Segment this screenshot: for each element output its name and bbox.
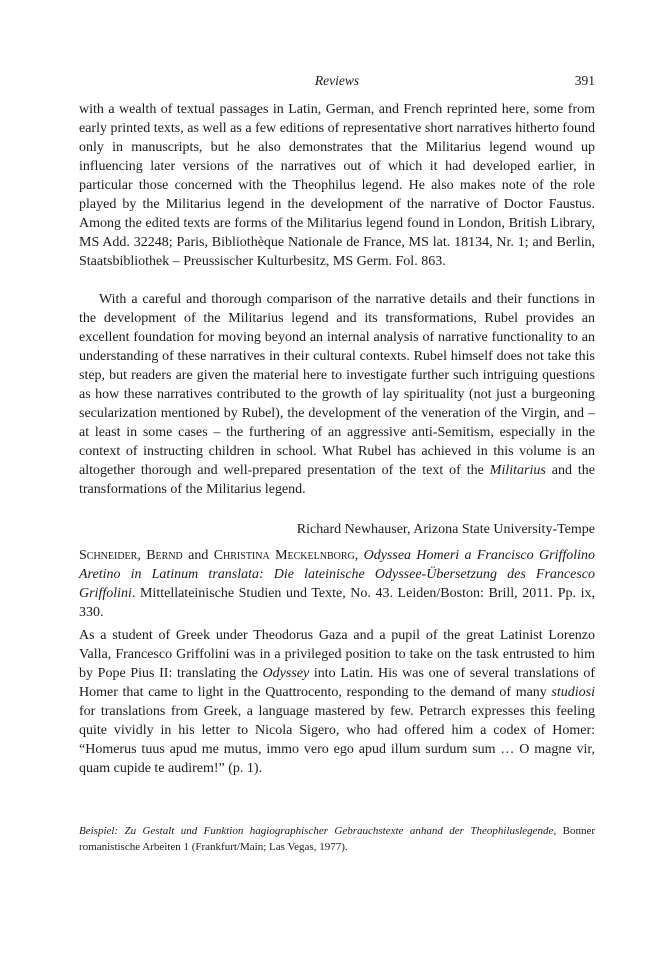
- paragraph-text: and the transformations of the Militarius legend.: [79, 463, 595, 497]
- italic-title: Odyssey: [262, 666, 310, 681]
- paragraph-text: for translations from Greek, a language mastered by few. Petrarch expresses this feeling quite vividly in his letter to Nicola Sigero, who had offered him a codex of Homer: “Homerus tuus apud me mutus, immo vero ego apud illum surdum sum … O magne vir, quam cupide te audirem!” (p. 1).: [79, 704, 595, 776]
- review-paragraph-2: [79, 290, 595, 499]
- author-1-surname: Schneider: [79, 548, 138, 563]
- page-number: 391: [574, 73, 595, 88]
- footnote-title: Beispiel: Zu Gestalt und Funktion hagiographischer Gebrauchstexte anhand der Theophiluslegende: [79, 825, 554, 837]
- and-text: and: [188, 548, 209, 563]
- book-series: Mittellateinische Studien und Texte, No. 43. Leiden/Boston: Brill, 2011. Pp. ix, 330.: [79, 586, 595, 620]
- author-1-given: Bernd: [146, 548, 183, 563]
- running-head-title: Reviews: [314, 73, 360, 88]
- author-2-surname: Meckelnborg: [275, 548, 355, 563]
- italic-term: studiosi: [551, 685, 595, 700]
- footnote-text: , Bonner romanistische Arbeiten 1 (Frankfurt/Main; Las Vegas, 1977).: [79, 825, 595, 853]
- reviewer-signature: Richard Newhauser, Arizona State University-Tempe: [296, 522, 595, 537]
- book-title: Odyssea Homeri a Francisco Griffolino Aretino in Latinum translata: Die lateinische Odyssee-Übersetzung des Francesco Griffolini: [79, 548, 596, 601]
- italic-title: Militarius: [489, 463, 546, 478]
- paragraph-text: With a careful and thorough comparison of the narrative details and their functions in the development of the Militarius legend and its transformations, Rubel provides an excellent foundation for moving beyond an internal analysis of narrative functionality to an understanding of these narratives in their cultural contexts. Rubel himself does not take this step, but readers are given the material here to investigate further such intriguing questions as how these narratives contributed to the growth of lay spirituality (not just a burgeoning secularization mentioned by Rubel), the development of the veneration of the Virgin, and – at least in some cases – the furthering of an aggressive anti-Semitism, especially in the context of instructing children in school. What Rubel has achieved in this volume is an altogether thorough and well-prepared presentation of the text of the: [79, 292, 595, 478]
- running-head: [79, 73, 595, 93]
- paragraph-text: with a wealth of textual passages in Latin, German, and French reprinted here, some from early printed texts, as well as a few editions of representative short narratives hitherto found only in manuscripts, but he also demonstrates that the Militarius legend wound up influencing later versions of the narratives out of which it had developed earlier, in particular those concerned with the Theophilus legend. He also makes note of the role played by the Militarius legend in the development of the narrative of Doctor Faustus. Among the edited texts are forms of the Militarius legend found in London, British Library, MS Add. 32248; Paris, Bibliothèque Nationale de France, MS lat. 18134, Nr. 1; and Berlin, Staatsbibliothek – Preussischer Kulturbesitz, MS Germ. Fol. 863.: [79, 102, 595, 269]
- paragraph-text: As a student of Greek under Theodorus Gaza and a pupil of the great Latinist Lorenzo Valla, Francesco Griffolini was in a privileged position to take on the task entrusted to him by Pope Pius II: translating the: [79, 628, 595, 681]
- book-entry: Schneider, Bernd and Christina Meckelnborg, Odyssea Homeri a Francisco Griffolino Aretino in Latinum translata: Die lateinische Odyssee-Übersetzung des Francesco Griffolini. Mittellateinische Studien und Texte, No. 43. Leiden/Boston: Brill, 2011. Pp. ix, 330.: [79, 548, 596, 620]
- paragraph-text: into Latin. His was one of several translations of Homer that came to light in the Quattrocento, responding to the demand of many: [79, 666, 595, 700]
- review-paragraph-3: [79, 626, 595, 778]
- footnote: [79, 823, 595, 855]
- author-2-given: Christina: [213, 548, 270, 563]
- review-paragraph-1: [79, 100, 595, 271]
